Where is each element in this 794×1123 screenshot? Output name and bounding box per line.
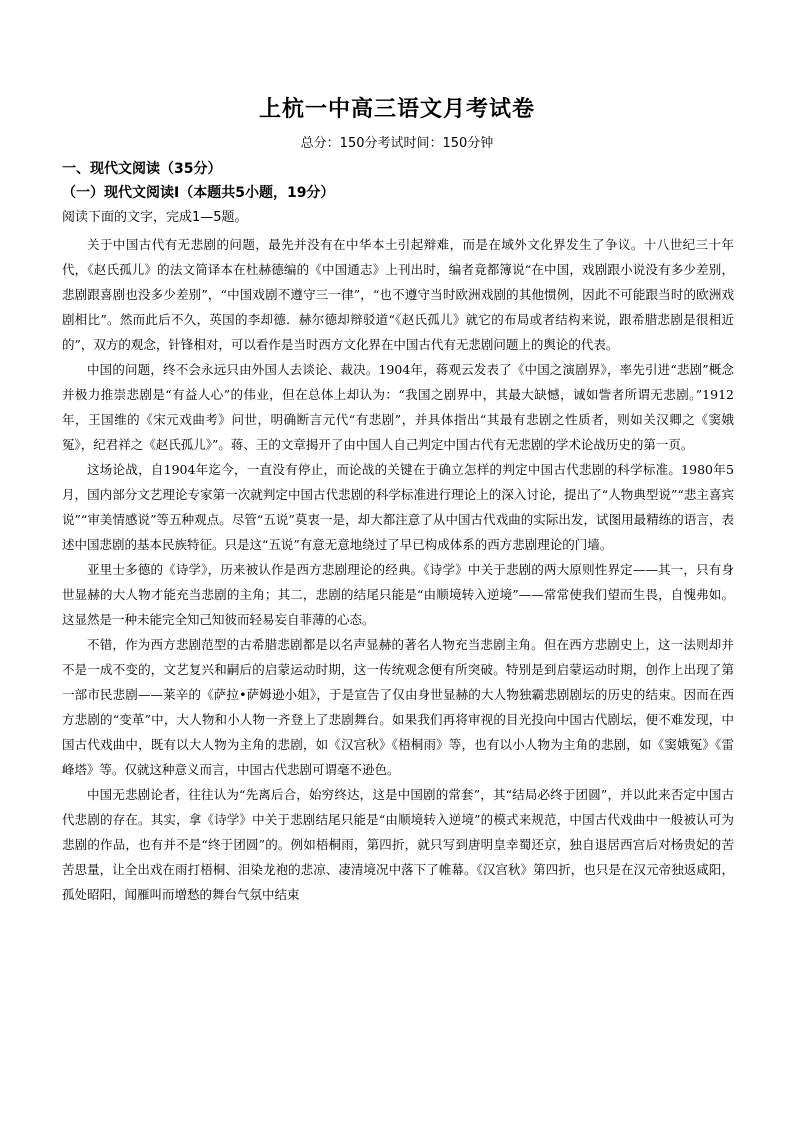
page-title: 上杭一中高三语文月考试卷 [258,96,535,122]
reading-passage [62,232,734,907]
section-heading: 一、现代文阅读（35分） [62,161,222,177]
reading-instruction: 阅读下面的文字，完成1—5题。 [62,210,248,225]
passage-paragraph: 关于中国古代有无悲剧的问题，最先并没有在中华本土引起辩难，而是在域外文化界发生了争议。十八世纪三十年代，《赵氏孤儿》的法文简译本在杜赫德编的《中国通志》上刊出时，编者竟都簿说“在中国，戏剧跟小说没有多少差别，悲剧跟喜剧也没多少差别”，“中国戏剧不遵守三一律”，“也不遵守当时欧洲戏剧的其他惯例，因此不可能跟当时的欧洲戏剧相比”。然而此后不久，英国的李却德．赫尔德却辩驳道“《赵氏孤儿》就它的布局或者结构来说，跟希腊悲剧是很相近的”，双方的观念，针锋相对，可以看作是当时西方文化界在中国古代有无悲剧问题上的舆论的代表。 [62,237,734,352]
subsection-heading: （一）现代文阅读Ⅰ（本题共5小题，19分） [62,185,335,201]
passage-paragraph: 亚里士多德的《诗学》，历来被认作是西方悲剧理论的经典。《诗学》中关于悲剧的两大原则性界定——其一，只有身世显赫的大人物才能充当悲剧的主角；其二，悲剧的结尾只能是“由顺境转入逆境”——常常使我们望而生畏，自愧弗如。这显然是一种未能完全知己知彼而轻易妄自菲薄的心态。 [62,562,734,627]
passage-paragraph: 不错，作为西方悲剧范型的古希腊悲剧都是以名声显赫的著名人物充当悲剧主角。但在西方悲剧史上，这一法则却并不是一成不变的，文艺复兴和嗣后的启蒙运动时期，这一传统观念便有所突破。特别是到启蒙运动时期，创作上出现了第一部市民悲剧——莱辛的《萨拉•萨姆逊小姐》，于是宣告了仅由身世显赫的大人物独霸悲剧剧坛的历史的结束。因而在西方悲剧的“变革”中，大人物和小人物一齐登上了悲剧舞台。如果我们再将审视的目光投向中国古代剧坛，便不难发现，中国古代戏曲中，既有以大人物为主角的悲剧，如《汉宫秋》《梧桐雨》等，也有以小人物为主角的悲剧，如《窦娥冤》《雷峰塔》等。仅就这种意义而言，中国古代悲剧可谓毫不逊色。 [62,637,734,777]
passage-paragraph: 这场论战，自1904年迄今，一直没有停止，而论战的关键在于确立怎样的判定中国古代悲剧的科学标准。1980年5月，国内部分文艺理论专家第一次就判定中国古代悲剧的科学标准进行理论上的深入讨论，提出了“人物典型说”“悲主喜宾说”“审美情感说”等五种观点。尽管“五说”莫衷一是，却大都注意了从中国古代戏曲的实际出发，试图用最精练的语言，表述中国悲剧的基本民族特征。只是这“五说”有意无意地绕过了早已构成体系的西方悲剧理论的门墙。 [62,462,734,552]
passage-paragraph: 中国无悲剧论者，往往认为“先离后合，始穷终达，这是中国剧的常套”，其“结局必终于团圆”，并以此来否定中国古代悲剧的存在。其实，拿《诗学》中关于悲剧结尾只能是“由顺境转入逆境”的模式来规范，中国古代戏曲中一般被认可为悲剧的作品，也有并不是“终于团圆”的。例如梧桐雨，第四折，就只写到唐明皇幸蜀还京，独自退居西宫后对杨贵妃的苦苦思量，让全出戏在雨打梧桐、泪染龙袍的悲凉、凄清境况中落下了帷幕。《汉宫秋》第四折，也只是在汉元帝独返咸阳，孤处昭阳，闻雁叫而增愁的舞台气氛中结束 [62,787,734,902]
passage-paragraph: 中国的问题，终不会永远只由外国人去谈论、裁决。1904年，蒋观云发表了《中国之演剧界》，率先引进“悲剧”概念并极力推崇悲剧是“有益人心”的伟业，但在总体上却认为：“我国之剧界中，其最大缺憾，诚如訾者所谓无悲剧。”1912年，王国维的《宋元戏曲考》问世，明确断言元代“有悲剧”，并具体指出“其最有悲剧之性质者，则如关汉卿之《窦娥冤》，纪君祥之《赵氏孤儿》”。蒋、王的文章揭开了由中国人自己判定中国古代有无悲剧的学术论战历史的第一页。 [62,362,734,452]
exam-info: 总分：150分考试时间：150分钟 [300,136,494,151]
